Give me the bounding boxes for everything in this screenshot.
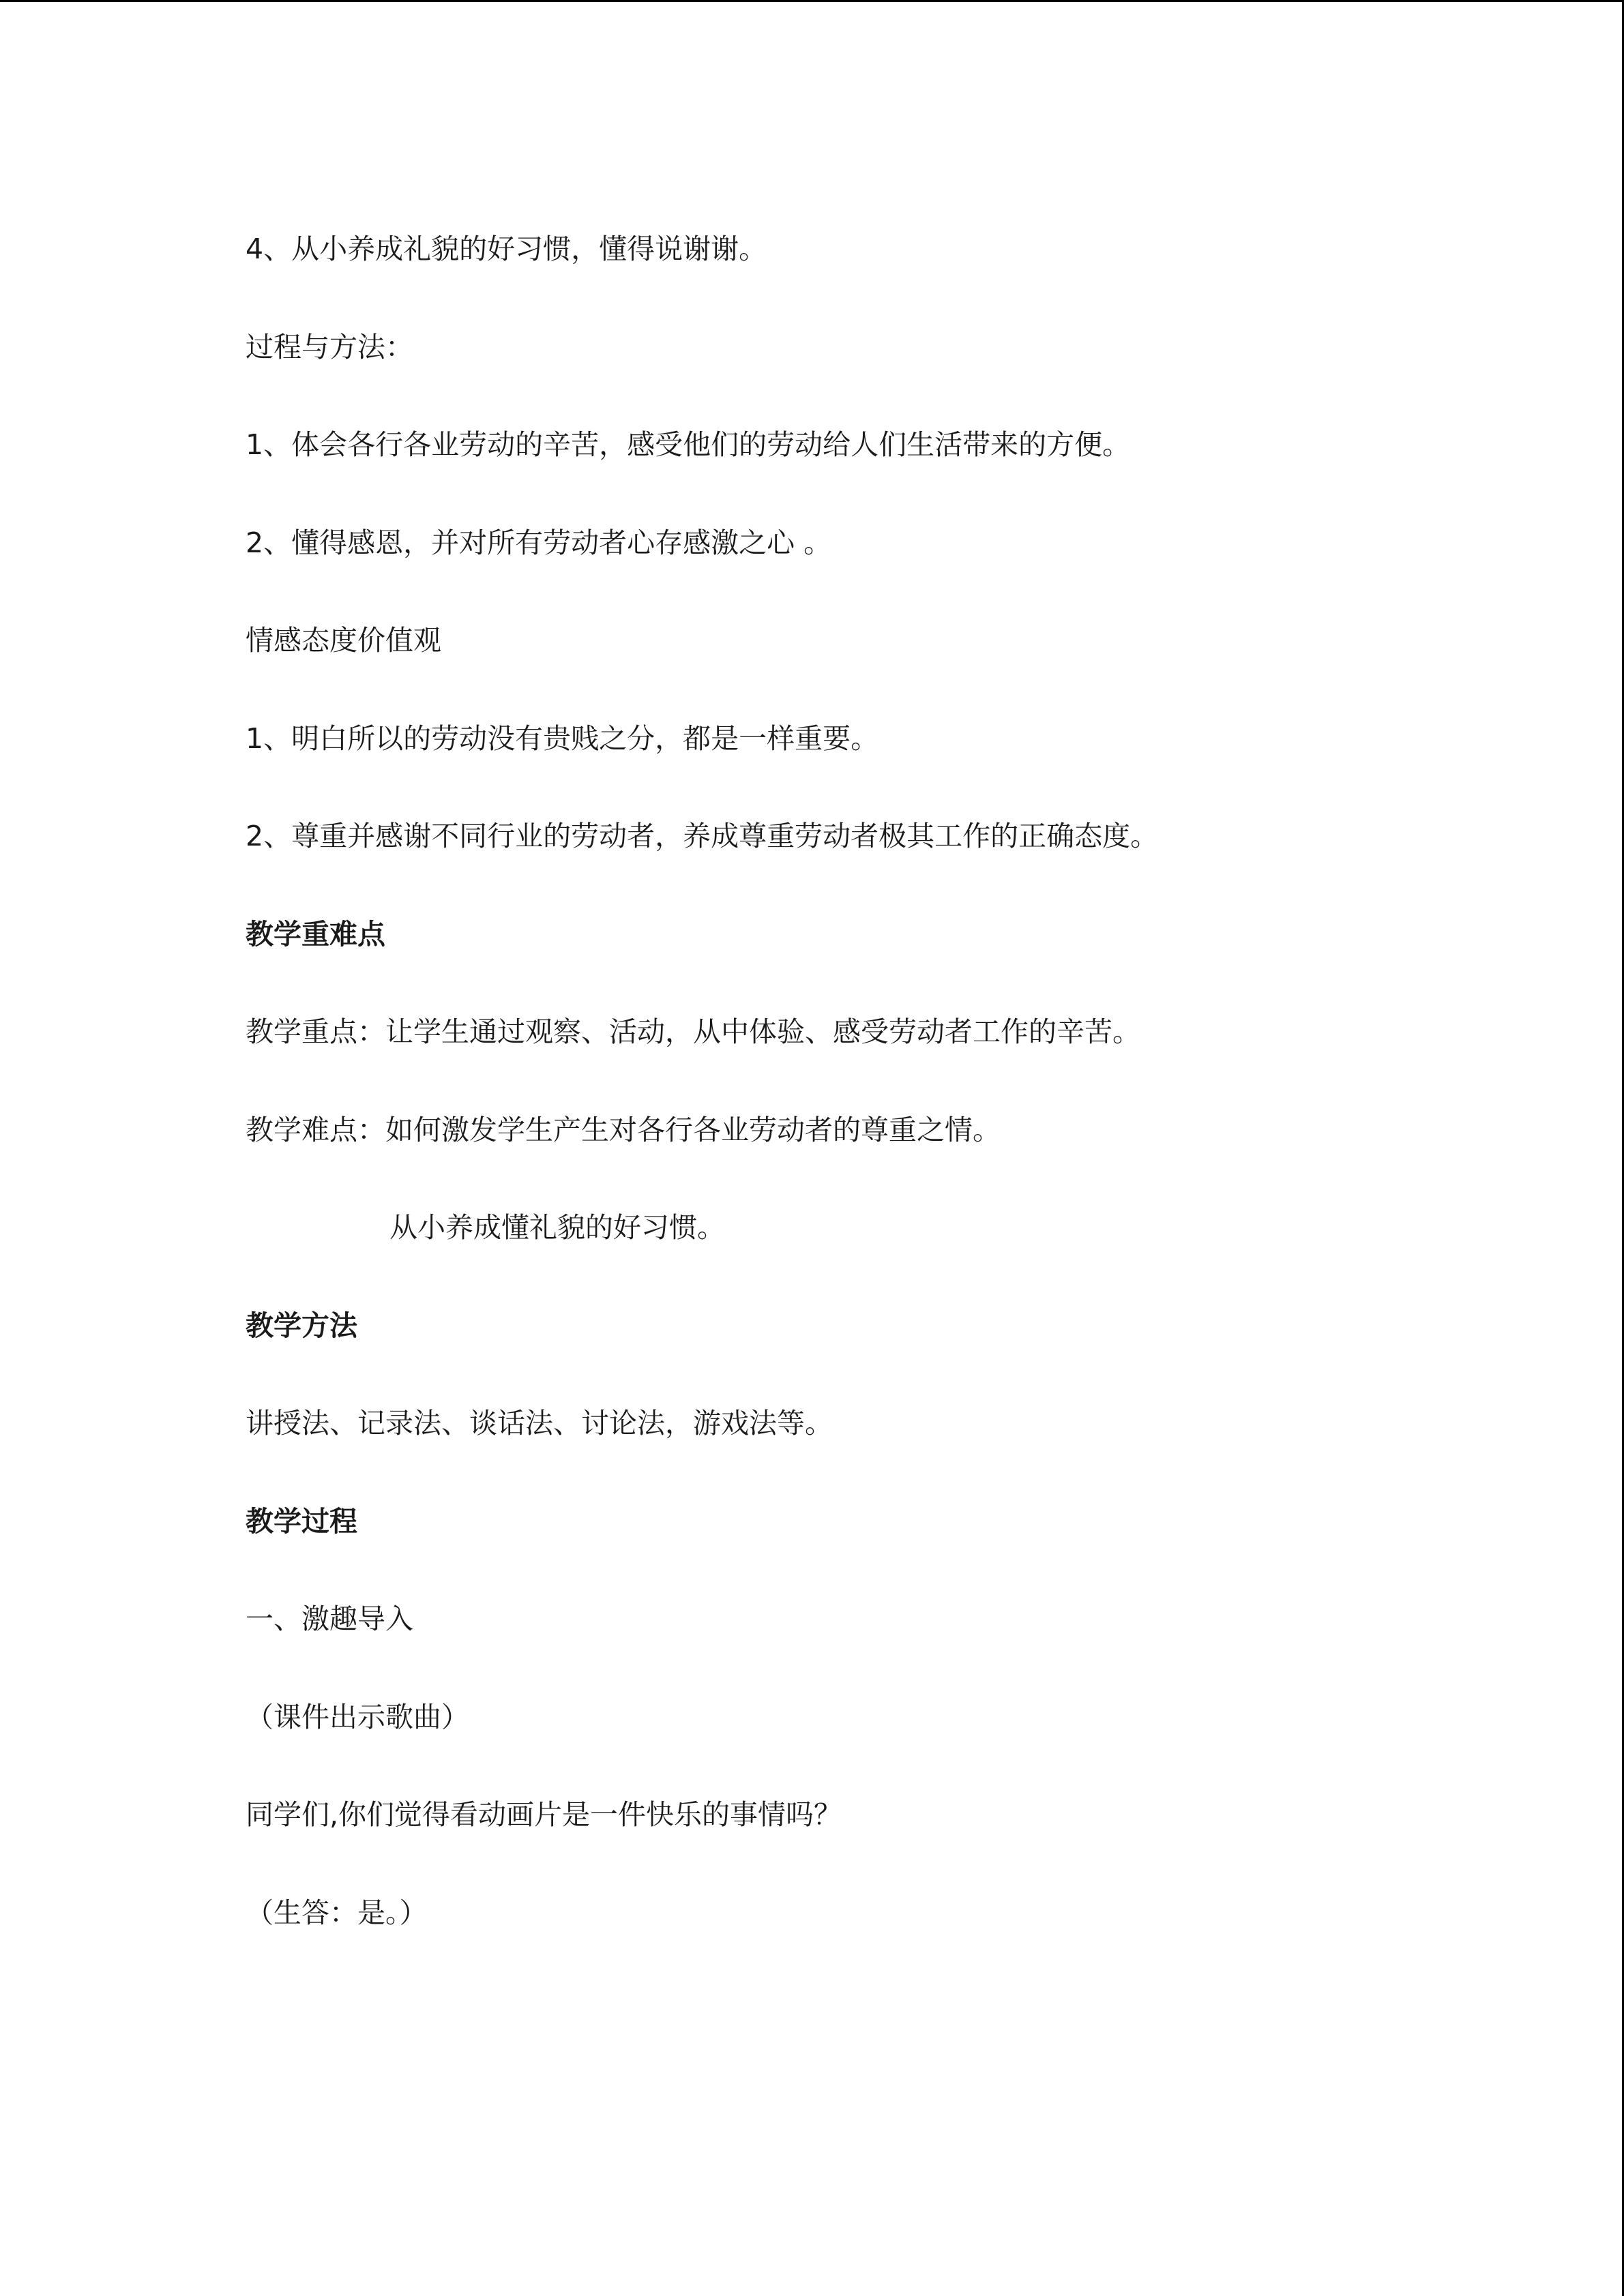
- section-label-values: 情感态度价值观: [246, 624, 441, 657]
- teacher-question: 同学们,你们觉得看动画片是一件快乐的事情吗？: [246, 1798, 842, 1831]
- section-label-process-method: 过程与方法：: [246, 331, 413, 363]
- difficult-point-continuation: 从小养成懂礼貌的好习惯。: [389, 1211, 725, 1244]
- heading-key-difficult-points: 教学重难点: [246, 918, 385, 951]
- process-step-1-title: 一、激趣导入: [246, 1602, 413, 1635]
- heading-teaching-methods: 教学方法: [246, 1309, 357, 1342]
- student-answer: （生答：是。）: [246, 1896, 428, 1929]
- courseware-note: （课件出示歌曲）: [246, 1701, 469, 1733]
- process-line-1: 1、体会各行各业劳动的辛苦，感受他们的劳动给人们生活带来的方便。: [246, 428, 1131, 461]
- key-point-line: 教学重点：让学生通过观察、活动，从中体验、感受劳动者工作的辛苦。: [246, 1015, 1140, 1048]
- process-line-2: 2、懂得感恩，并对所有劳动者心存感激之心 。: [246, 526, 832, 559]
- heading-teaching-process: 教学过程: [246, 1505, 357, 1538]
- teaching-methods-line: 讲授法、记录法、谈话法、讨论法，游戏法等。: [246, 1407, 833, 1440]
- objective-line-4: 4、从小养成礼貌的好习惯，懂得说谢谢。: [246, 233, 767, 265]
- values-line-1: 1、明白所以的劳动没有贵贱之分，都是一样重要。: [246, 722, 879, 755]
- values-line-2: 2、尊重并感谢不同行业的劳动者，养成尊重劳动者极其工作的正确态度。: [246, 820, 1159, 852]
- difficult-point-line: 教学难点：如何激发学生产生对各行各业劳动者的尊重之情。: [246, 1114, 1001, 1146]
- page-top-border: [0, 0, 1624, 2]
